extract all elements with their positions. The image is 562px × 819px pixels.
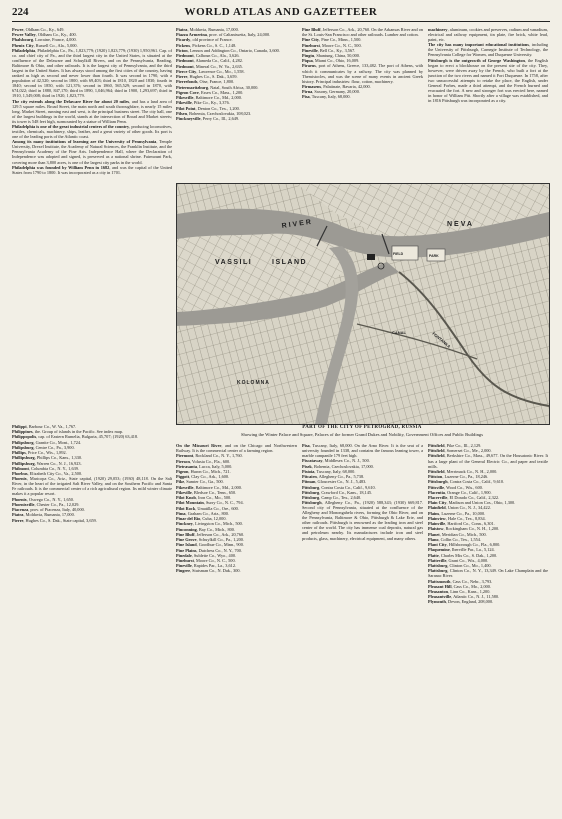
gazetteer-entry: Pittsburg, Crawford Co., Kans., 18,145. (302, 489, 373, 495)
column-3-bottom (302, 443, 423, 815)
gazetteer-entry: Pittsville, Wood Co., Wis., 600. (428, 484, 483, 490)
gazetteer-entry: Pleasant Hill, Cass Co., Mo., 2,000. (428, 583, 492, 589)
gazetteer-entry: Pierce City, Lawrence Co., Mo., 1,558. (176, 68, 245, 74)
label-fontanka: FONTANKA (431, 330, 452, 350)
gazetteer-entry: Pineville, Rapides Par., La., 3,612. (176, 563, 237, 569)
gazetteer-entry: Pickens, Pickens Co., S. C., 1,148. (176, 42, 237, 48)
running-title: WORLD ATLAS AND GAZETTEER (184, 6, 378, 18)
gazetteer-entry: Plains, Luzerne Co., Pa., 10,000. (428, 510, 486, 516)
gazetteer-entry: Phoenix, Oswego Co., N. Y., 1,650. (12, 496, 74, 502)
gazetteer-entry: Pinehurst, Moore Co., N. C., 500. (302, 42, 362, 48)
gazetteer-entry: Phillipsburg, Warren Co., N. J., 16,923. (12, 460, 82, 466)
gazetteer-entry: Pittsburgh, Contra Costa Co., Calif., 9,610. (428, 479, 505, 485)
gazetteer-entry: Pierrefonds, Oise, France, 1,800. (176, 79, 235, 85)
gazetteer-entry: Picton, Lennox and Addington Co., Ontario, Canada, 3,600. (176, 47, 280, 53)
gazetteer-entry: Piscataway, Middlesex Co., N. J., 500. (302, 458, 370, 464)
gazetteer-entry: Pigeon, Huron Co., Mich., 721. (176, 468, 231, 474)
label-vassili: VASSILI (215, 259, 253, 266)
gazetteer-entry: Philipsburg, Granite Co., Mont., 1,724. (12, 439, 82, 445)
label-river: RIVER (281, 218, 314, 230)
gazetteer-entry: Picardy, old province of France. (176, 37, 233, 43)
gazetteer-entry: Phillips, Price Co., Wis., 1,892. (12, 450, 67, 456)
gazetteer-entry: Pirna, Saxony, Germany, 20,000. (302, 89, 360, 95)
gazetteer-entry: Plaistow, Rockingham Co., N. H., 1,200. (428, 526, 500, 532)
gazetteer-entry: Piatra, Moldavia, Rumania, 17,000. (176, 27, 239, 32)
gazetteer-entry: Pinar del Rio, Cuba, 12,000. (176, 516, 227, 522)
petrograd-city-map (176, 183, 550, 425)
gazetteer-entry: Pilot Mountain, Surry Co., N. C., 794. (176, 500, 244, 506)
gazetteer-entry: Piqua, Miami Co., Ohio, 16,009. (302, 58, 360, 64)
gazetteer-entry: machinery, aluminum, cookies and preserves, radium and vanadium, electrical and railway equipment, tin plate, fire brick, white lead, paint, etc. (428, 27, 548, 43)
gazetteer-entry: Pittsburgh, Allegheny Co., Pa., (1920) 588,343; (1930) 669,817. Second city of Pennsylvania, situated at the confluence of the Allegheny and Monongahela rivers, forming the Ohio River, and on the Pennsylvania, Baltimore & Ohio, Pittsburgh & Lake Erie, and other railroads. Pittsburgh is renowned as the leading iron and steel center of the world. The city has immense coal deposits, natural gas and petroleum nearby. Its manufactures include iron and steel products, glass, machinery, electrical equipment, and many others. (302, 500, 423, 541)
gazetteer-entry: Phoebus, Elizabeth City Co., Va., 2,500. (12, 471, 83, 477)
gazetteer-entry: Pikesville, Baltimore Co., Md., 2,000. (176, 95, 243, 101)
gazetteer-entry: Phalsbourg, Lorraine, France, 4,000. (12, 37, 77, 43)
gazetteer-entry: Phoenixville, Chester Co., Pa., 12,029. (12, 501, 80, 507)
gazetteer-entry: Pinckney, Livingston Co., Mich., 500. (176, 521, 243, 527)
gazetteer-entry: Pikeville, Pike Co., Ky., 3,376. (176, 100, 230, 106)
gazetteer-entry: Pittsburgh is the outgrowth of George Washington, the English began to erect a blockhouse on the present site of the city. They, however, were driven away by the French, who built a fort at the junction of the two rivers and named it Fort Duquesne. In 1758, after two unsuccessful attempts to retake the place, the English, under General Forbes, made a third attempt, and the French burned and evacuated the fort. A new and stronger fort was erected here, named in honor of William Pitt. Shortly after a village was established, and in 1816 Pittsburgh was incorporated as a city. (428, 57, 548, 104)
gazetteer-entry: Philadelphia is one of the great industrial centers of the country, producing locomotives, textiles, chemicals, machinery, ships, leather, and a great variety of other goods. Its port is one of the leading ports of the Atlantic coast. (12, 124, 172, 140)
gazetteer-entry: Plain City, Madison and Union Cos., Ohio, 1,300. (428, 500, 516, 506)
label-field: FIELD (393, 252, 404, 256)
gazetteer-entry: Plattsburg, Clinton Co., N. Y., 13,349. On Lake Champlain and the Saranac River. (428, 568, 548, 579)
gazetteer-entry: Pittsfield, Somerset Co., Me., 2,000. (428, 448, 492, 454)
column-2-top (176, 27, 297, 179)
gazetteer-entry: Piraeus, port of Athens, Greece, 133,482. The port of Athens, with which it communicates by a railway. The city was planned by Themistocles, and was the scene of many events in ancient Greek history. Principal industries: flour, cotton, machinery. (302, 63, 423, 84)
gazetteer-entry: Pineville, Bell Co., Ky., 3,567. (302, 47, 356, 53)
gazetteer-entry: Placerville, El Dorado Co., Calif., 2,322. (428, 494, 500, 500)
label-park: PARK (429, 254, 439, 258)
gazetteer-entry: Pietrasanta, Lucca, Italy, 5,000. (176, 463, 233, 469)
gazetteer-entry: Platte, Charles Mix Co., S. Dak., 1,200. (428, 552, 498, 558)
gazetteer-entry: Pike, Sumter Co., Ga., 500. (176, 479, 224, 485)
map-caption-title: PART OF THE CITY OF PETROGRAD, RUSSIA (302, 425, 422, 430)
gazetteer-entry: Pewee Valley, Oldham Co., Ky., 400. (12, 32, 77, 38)
gazetteer-entry: Pleasanton, Linn Co., Kans., 1,200. (428, 589, 491, 594)
column-3-top (302, 27, 423, 179)
gazetteer-entry: Pewee, Oldham Co., Ky., 649. (12, 27, 65, 32)
gazetteer-entry: Phenix City, Russell Co., Ala., 5,000. (12, 42, 78, 48)
gazetteer-entry: Piedmont, Calhoun Co., Ala., 3,626. (176, 53, 240, 59)
gazetteer-entry: Pierson, Volusia Co., Fla., 600. (176, 458, 231, 464)
label-canal: CANAL (392, 330, 406, 335)
winter-palace-marker (367, 254, 375, 260)
gazetteer-entry: Pietermaritzburg, Natal, South Africa, 30,000. (176, 84, 259, 90)
gazetteer-entry: Pine Island, Goodhue Co., Minn., 900. (176, 542, 244, 548)
map-caption-text: Showing the Winter Palace and Square, Palaces of the former Grand Dukes and Nobility, Government Offices and Public Buildings (241, 432, 483, 437)
gazetteer-entry: Pierre, Hughes Co., S. Dak., 3,659. (176, 74, 238, 80)
gazetteer-entry: Pinehurst, Moore Co., N. C., 500. (176, 557, 236, 563)
gazetteer-entry: The city extends along the Delaware River for about 20 miles, and has a land area of 129.5 square miles. Broad Street, the main north and south thoroughfare, is nearly 15 miles long. Market Street, running east and west, is the principal business street. The city hall, one of the largest buildings in the world, stands at the intersection of Broad and Market streets; its tower is 548 feet high, surmounted by a statue of William Penn. (12, 98, 172, 124)
gazetteer-entry: Philmont, Columbia Co., N. Y., 1,639. (12, 465, 79, 471)
gazetteer-entry: Pirmasens, Palatinate, Bavaria, 42,000. (302, 83, 371, 89)
gazetteer-entry: Pingree, Stutsman Co., N. Dak., 300. (176, 568, 241, 574)
gazetteer-entry: Pikesville, Baltimore Co., Md., 2,000. (176, 484, 243, 490)
gazetteer-entry: On the Missouri River, and on the Chicago and Northwestern Railway. It is the commercial center of a farming region. (176, 443, 297, 454)
gazetteer-entry: Philippopolis, cap. of Eastern Rumelia, Bulgaria, 45,707; (1920) 63,418. (12, 434, 139, 440)
gazetteer-entry: Pinconning, Bay Co., Mich., 800. (176, 526, 235, 532)
gazetteer-entry: Pine Bluff, Jefferson Co., Ark., 20,760. On the Arkansas River and on the St. Louis-San Francisco and other railroads. Lumber and cotton. (302, 27, 423, 38)
gazetteer-entry: Plattsmouth, Cass Co., Nebr., 3,793. (428, 578, 493, 584)
gazetteer-entry: Pine Bluff, Jefferson Co., Ark., 20,760. (176, 531, 245, 537)
gazetteer-entry: Phillipsburg, Phillips Co., Kans., 1,330. (12, 455, 83, 461)
label-kolomna: KOLOMNA (237, 380, 270, 386)
gazetteer-entry: Plainfield, Union Co., N. J., 34,422. (428, 505, 491, 511)
gazetteer-entry: Pine Plains, Dutchess Co., N. Y., 700. (176, 547, 243, 553)
gazetteer-entry: Pisa, Tuscany, Italy, 68,000. On the Arno River. It is the seat of a university founded in 1338, and contains the famous leaning tower, a marble campanile 179 feet high. (302, 443, 423, 459)
gazetteer-entry: Pitcairn, Allegheny Co., Pa., 5,738. (302, 474, 365, 480)
gazetteer-entry: Pittsburg, Camp Co., Tex., 2,640. (302, 494, 362, 500)
column-1-top (12, 27, 172, 422)
column-2-bottom (176, 443, 297, 815)
gazetteer-entry: Piacenza, prov. of Piacenza, Italy, 40,000. (12, 507, 85, 513)
gazetteer-entry: Pittsburg, Contra Costa Co., Calif., 9,610. (302, 484, 376, 490)
gazetteer-entry: Pilot Knob, Iron Co., Mo., 500. (176, 495, 232, 501)
gazetteer-entry: Pittsfield, Berkshire Co., Mass., 49,677. On the Housatonic River. It has a large plant of the General Electric Co., and paper and textile mills. (428, 453, 548, 469)
gazetteer-entry: Philipsburg, Centre Co., Pa., 3,900. (12, 444, 75, 450)
gazetteer-entry: Plant City, Hillsborough Co., Fla., 6,800. (428, 542, 501, 548)
gazetteer-entry: Pikeville, Bledsoe Co., Tenn., 650. (176, 489, 237, 495)
header-rule (12, 21, 550, 22)
gazetteer-entry: The city has many important educational institutions, including the University of Pittsburgh, Carnegie Institute of Technology, the Pennsylvania College for Women, and Duquesne University. (428, 42, 548, 58)
gazetteer-entry: Pinckneyville, Perry Co., Ill., 2,649. (176, 115, 240, 121)
gazetteer-entry: Placentia, Orange Co., Calif., 1,900. (428, 489, 492, 495)
gazetteer-entry: Pinedale, Sublette Co., Wyo., 400. (176, 552, 237, 558)
gazetteer-entry: Pisek, Bohemia, Czechoslovakia, 17,000. (302, 463, 374, 469)
gazetteer-entry: Pilot Point, Denton Co., Tex., 1,200. (176, 105, 240, 111)
gazetteer-entry: Philadelphia was founded by William Penn in 1682, and was the capital of the United States from 1790 to 1800. It was incorporated as a city in 1701. (12, 164, 172, 175)
gazetteer-entry: Plymouth, Devon, England, 208,000. (428, 599, 494, 605)
gazetteer-entry: Philadelphia, Philadelphia Co., Pa., 1,823,779; (1920) 1,823,779; (1930) 1,950,961. Cap. of co. and chief city of Pa., and the third largest city in the United States, is situated at the confluence of the Delaware and Schuylkill Rivers, and on the Pennsylvania, Reading, Baltimore & Ohio, and other railroads. It is the largest city of Pennsylvania, and the third largest in the United States. It has always stood among the first cities of the country, having ranked as high as second and never lower than fourth. It was second in 1790, with a population of 42,520; second in 1800, with 69,403; third in 1810, 1820 and 1830; fourth in 1840; second in 1850, with 121,376; second in 1860, 565,529; second in 1870, with 674,022; third in 1880, 847,170; third in 1890, 1,046,964; third in 1900, 1,293,697; third in 1910, 1,549,008; third in 1920, 1,823,779. (12, 47, 172, 99)
label-neva: NEVA (447, 221, 474, 228)
gazetteer-entry: Phoenix, Maricopa Co., Ariz., State capital, (1920) 29,053; (1930) 48,118. On the Salt River, in the heart of the irrigated Salt River Valley, and on the Southern Pacific and Santa Fe railroads. It is the commercial center of a rich agricultural region. Its mild winter climate makes it a popular resort. (12, 476, 172, 497)
column-4-top (428, 27, 548, 179)
gazetteer-entry: Plainview, Hale Co., Tex., 8,834. (428, 515, 486, 521)
gazetteer-entry: Piazza Armerina, prov. of Caltanissetta, Italy, 24,000. (176, 32, 271, 38)
gazetteer-entry: Plano, Collin Co., Tex., 1,554. (428, 536, 481, 542)
gazetteer-entry: Pima, Graham Co., Ariz., 800. (176, 510, 229, 516)
gazetteer-entry: Pingtu, Shantung, China, 50,000. (302, 52, 361, 58)
gazetteer-entry: Plaquemine, Iberville Par., La., 5,124. (428, 547, 495, 553)
gazetteer-entry: Pilsen, Bohemia, Czechoslovakia, 108,023. (176, 110, 252, 116)
gazetteer-entry: Pisa, Tuscany, Italy, 68,000. (302, 94, 351, 100)
gazetteer-entry: Piggott, Clay Co., Ark., 1,600. (176, 474, 230, 480)
gazetteer-entry: Philippi, Barbour Co., W. Va., 1,767. (12, 424, 77, 429)
gazetteer-entry: Pistoia, Tuscany, Italy, 68,000. (302, 468, 356, 474)
gazetteer-entry: Pine City, Pine Co., Minn., 1,500. (302, 37, 362, 43)
gazetteer-entry: Plattsburg, Clinton Co., Mo., 1,400. (428, 563, 492, 569)
gazetteer-entry: Pine Grove, Schuylkill Co., Pa., 1,200. (176, 537, 244, 543)
column-4-bottom (428, 443, 548, 815)
column-1-bottom (12, 424, 172, 814)
gazetteer-entry: Pittsfield, Pike Co., Ill., 2,129. (428, 443, 482, 448)
page-number: 224 (12, 6, 29, 18)
gazetteer-entry: Platteville, Grant Co., Wis., 4,000. (428, 557, 489, 563)
gazetteer-entry: Pittsfield, Merrimack Co., N. H., 2,000. (428, 468, 498, 474)
gazetteer-entry: Pigeon Cove, Essex Co., Mass., 1,200. (176, 89, 244, 95)
gazetteer-entry: Pittston, Luzerne Co., Pa., 18,246. (428, 474, 489, 480)
gazetteer-entry: Pierre, Hughes Co., S. Dak., State capital, 3,659. (12, 517, 97, 523)
gazetteer-entry: Among its many institutions of learning are the University of Pennsylvania, Temple University, Drexel Institute, the Academy of Natural Sciences, the Franklin Institute, and the Pennsylvania Academy of the Fine Arts. Independence Hall, where the Declaration of Independence was adopted and signed, is preserved as a national shrine. Fairmount Park, covering more than 3,800 acres, is one of the largest city parks in the world. (12, 139, 172, 165)
label-island: ISLAND (272, 259, 308, 266)
gazetteer-entry: Pilot Rock, Umatilla Co., Ore., 600. (176, 505, 239, 511)
gazetteer-entry: Piermont, Rockland Co., N. Y., 1,760. (176, 453, 243, 459)
gazetteer-entry: Plainville, Hartford Co., Conn., 6,301. (428, 521, 495, 527)
gazetteer-entry: Planet, Meridian Co., Mich., 500. (428, 531, 487, 537)
gazetteer-entry: Philippines, the. Group of islands in the Pacific. See index map. (12, 429, 123, 435)
gazetteer-entry: Piedmont, Mineral Co., W. Va., 2,635. (176, 63, 243, 69)
gazetteer-entry: Pitman, Gloucester Co., N. J., 5,483. (302, 479, 367, 485)
page-header (12, 6, 550, 20)
gazetteer-entry: Piatra, Moldavia, Rumania, 17,000. (12, 512, 75, 518)
gazetteer-entry: Piedmont, Alameda Co., Calif., 4,282. (176, 58, 243, 64)
gazetteer-entry: Pleasantville, Atlantic Co., N. J., 11,580. (428, 594, 500, 600)
